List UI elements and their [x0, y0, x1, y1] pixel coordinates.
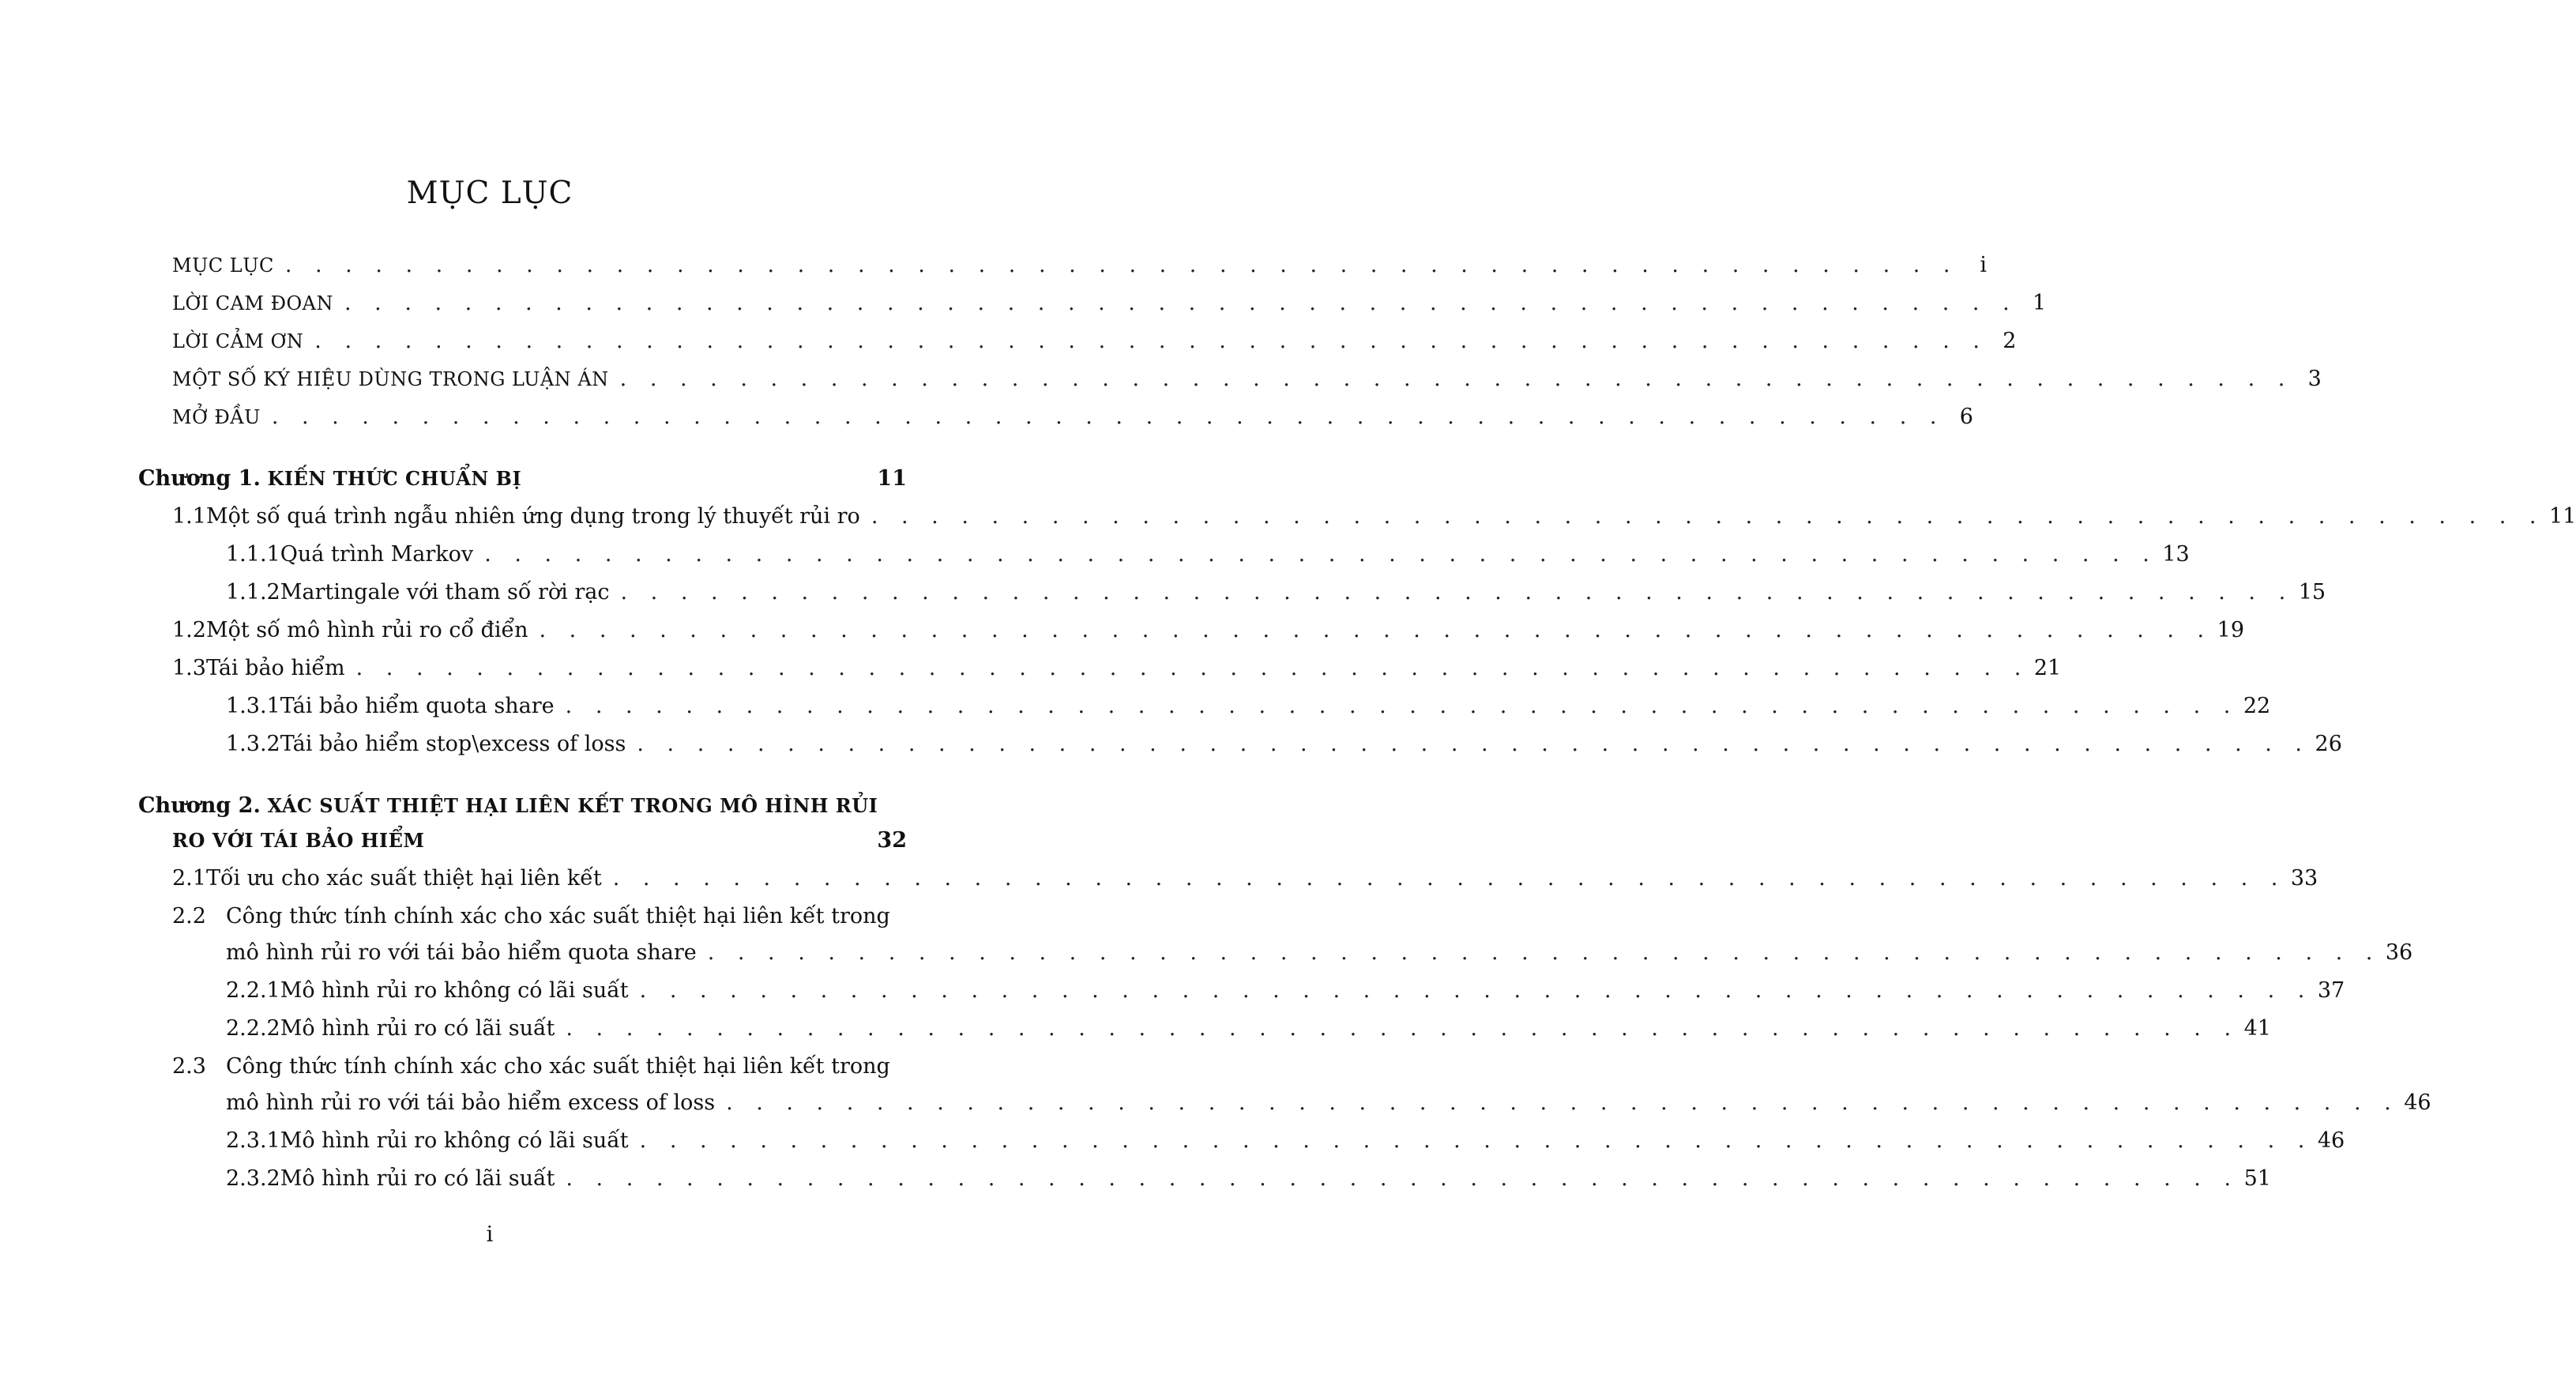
- toc-subsection-1-1-1[interactable]: [226, 542, 2190, 574]
- toc-entry-label: MỤC LỤC: [172, 254, 274, 277]
- section-number: 1.1: [172, 504, 206, 529]
- section-page: 26: [2315, 732, 2342, 756]
- toc-section-1-2[interactable]: [172, 618, 2245, 650]
- dot-leader: . . . . . . . . . . . . . . . . . . . . . . . . . . . . . . . . . . . . . . . . . . . . . . . . . . . . . . . .: [539, 618, 2213, 642]
- dot-leader: . . . . . . . . . . . . . . . . . . . . . . . . . . . . . . . . . . . . . . . . . . . . . . . . . . . . . . . .: [612, 866, 2286, 891]
- dot-leader: . . . . . . . . . . . . . . . . . . . . . . . . . . . . . . . . . . . . . . . . . . . . . . . . . . . . . . . .: [620, 580, 2294, 604]
- toc-entry-page: 6: [1959, 405, 1973, 429]
- toc-entry-ky-hieu[interactable]: [172, 367, 2322, 398]
- section-page: 15: [2298, 580, 2326, 604]
- section-title-cont: mô hình rủi ro với tái bảo hiểm quota share: [226, 940, 697, 965]
- section-title: Công thức tính chính xác cho xác suất thiệt hại liên kết trong: [226, 1054, 890, 1079]
- section-page: 22: [2243, 694, 2271, 718]
- section-title: Mô hình rủi ro không có lãi suất: [280, 1128, 629, 1153]
- chapter-page: 11: [877, 466, 907, 491]
- section-number: 1.3.2: [226, 732, 280, 756]
- toc-section-2-1[interactable]: [172, 866, 2318, 898]
- toc-section-2-2-line2[interactable]: [226, 940, 2413, 972]
- section-title: Tái bảo hiểm stop\excess of loss: [280, 732, 626, 756]
- chapter-page: 32: [877, 828, 907, 853]
- dot-leader: . . . . . . . . . . . . . . . . . . . . . . . . . . . . . . . . . . . . . . . . . . . . . . . . . . . . . . . .: [344, 291, 2018, 315]
- toc-subsection-1-1-2[interactable]: [226, 580, 2326, 612]
- chapter-title: XÁC SUẤT THIỆT HẠI LIÊN KẾT TRONG MÔ HÌNH RỦI: [267, 794, 878, 817]
- section-title: Tối ưu cho xác suất thiệt hại liên kết: [205, 866, 602, 891]
- toc-subsection-2-3-2[interactable]: [226, 1166, 2271, 1198]
- dot-leader: . . . . . . . . . . . . . . . . . . . . . . . . . . . . . . . . . . . . . . . . . . . . . . . . . . . . . . . .: [707, 940, 2381, 965]
- section-number: 1.2: [172, 618, 206, 642]
- chapter-title-cont: RO VỚI TÁI BẢO HIỂM: [172, 829, 425, 852]
- toc-subsection-1-3-2[interactable]: [226, 732, 2342, 763]
- section-number: 2.3: [172, 1054, 206, 1079]
- toc-entry-loi-cam-on[interactable]: [172, 329, 2017, 360]
- chapter-prefix: Chương 1.: [138, 466, 261, 491]
- dot-leader: . . . . . . . . . . . . . . . . . . . . . . . . . . . . . . . . . . . . . . . . . . . . . . . . . . . . . . . .: [726, 1090, 2400, 1115]
- page-footer-number: i: [486, 1222, 494, 1247]
- toc-entry-muc-luc[interactable]: [172, 253, 1987, 284]
- section-page: 41: [2243, 1016, 2271, 1041]
- toc-section-2-3-line1[interactable]: [172, 1054, 907, 1086]
- chapter-title: KIẾN THỨC CHUẨN BỊ: [267, 467, 522, 490]
- toc-entry-label: LỜI CẢM ƠN: [172, 330, 304, 352]
- section-title: Tái bảo hiểm: [205, 656, 345, 680]
- section-page: 21: [2033, 656, 2062, 680]
- toc-entry-page: i: [1980, 253, 1987, 277]
- section-title: Mô hình rủi ro có lãi suất: [280, 1016, 555, 1041]
- section-title: Mô hình rủi ro có lãi suất: [280, 1166, 555, 1191]
- dot-leader: . . . . . . . . . . . . . . . . . . . . . . . . . . . . . . . . . . . . . . . . . . . . . . . . . . . . . . . .: [271, 405, 1945, 429]
- toc-section-1-3[interactable]: [172, 656, 2062, 687]
- toc-entry-label: MỘT SỐ KÝ HIỆU DÙNG TRONG LUẬN ÁN: [172, 368, 609, 390]
- toc-entry-label: MỞ ĐẦU: [172, 406, 261, 428]
- dot-leader: . . . . . . . . . . . . . . . . . . . . . . . . . . . . . . . . . . . . . . . . . . . . . . . . . . . . . . . .: [619, 367, 2293, 391]
- dot-leader: . . . . . . . . . . . . . . . . . . . . . . . . . . . . . . . . . . . . . . . . . . . . . . . . . . . . . . . .: [565, 694, 2239, 718]
- section-title: Một số mô hình rủi ro cổ điển: [205, 618, 528, 642]
- toc-subsection-2-2-2[interactable]: [226, 1016, 2271, 1048]
- section-page: 46: [2317, 1128, 2345, 1153]
- page-title: MỤC LỤC: [406, 175, 573, 211]
- toc-chapter-2-line1[interactable]: [138, 793, 907, 825]
- toc-section-1-1[interactable]: [172, 504, 2576, 536]
- section-title-cont: mô hình rủi ro với tái bảo hiểm excess of loss: [226, 1090, 716, 1115]
- toc-entry-loi-cam-doan[interactable]: [172, 291, 2047, 322]
- section-title: Công thức tính chính xác cho xác suất thiệt hại liên kết trong: [226, 904, 890, 928]
- section-title: Tái bảo hiểm quota share: [280, 694, 555, 718]
- dot-leader: . . . . . . . . . . . . . . . . . . . . . . . . . . . . . . . . . . . . . . . . . . . . . . . . . . . . . . . .: [314, 329, 1988, 353]
- toc-subsection-1-3-1[interactable]: [226, 694, 2271, 725]
- chapter-heading: [138, 793, 878, 818]
- chapter-heading: [138, 466, 521, 491]
- section-title: Quá trình Markov: [280, 542, 474, 567]
- toc-entry-label: LỜI CAM ĐOAN: [172, 292, 333, 314]
- section-title: Martingale với tham số rời rạc: [280, 580, 610, 604]
- section-page: 51: [2243, 1166, 2271, 1191]
- section-number: 1.3: [172, 656, 206, 680]
- section-number: 2.2.2: [226, 1016, 280, 1041]
- section-number: 1.1.2: [226, 580, 280, 604]
- section-page: 46: [2404, 1090, 2431, 1115]
- toc-section-2-2-line1[interactable]: [172, 904, 907, 936]
- chapter-prefix: Chương 2.: [138, 793, 261, 818]
- dot-leader: . . . . . . . . . . . . . . . . . . . . . . . . . . . . . . . . . . . . . . . . . . . . . . . . . . . . . . . .: [639, 1128, 2313, 1153]
- section-page: 37: [2317, 978, 2345, 1003]
- dot-leader: . . . . . . . . . . . . . . . . . . . . . . . . . . . . . . . . . . . . . . . . . . . . . . . . . . . . . . . .: [637, 732, 2311, 756]
- dot-leader: . . . . . . . . . . . . . . . . . . . . . . . . . . . . . . . . . . . . . . . . . . . . . . . . . . . . . . . .: [566, 1166, 2239, 1191]
- toc-chapter-1[interactable]: [138, 466, 907, 498]
- section-title: Một số quá trình ngẫu nhiên ứng dụng trong lý thuyết rủi ro: [205, 504, 860, 529]
- section-page: 19: [2217, 618, 2245, 642]
- section-title: Mô hình rủi ro không có lãi suất: [280, 978, 629, 1003]
- section-page: 33: [2290, 866, 2318, 891]
- section-page: 11: [2549, 504, 2576, 529]
- section-number: 1.1.1: [226, 542, 280, 567]
- toc-subsection-2-2-1[interactable]: [226, 978, 2345, 1010]
- section-number: 2.3.1: [226, 1128, 280, 1153]
- section-number: 2.3.2: [226, 1166, 280, 1191]
- section-number: 1.3.1: [226, 694, 280, 718]
- dot-leader: . . . . . . . . . . . . . . . . . . . . . . . . . . . . . . . . . . . . . . . . . . . . . . . . . . . . . . . .: [639, 978, 2313, 1003]
- section-page: 13: [2162, 542, 2190, 567]
- section-number: 2.1: [172, 866, 206, 891]
- dot-leader: . . . . . . . . . . . . . . . . . . . . . . . . . . . . . . . . . . . . . . . . . . . . . . . . . . . . . . . .: [484, 542, 2158, 567]
- toc-entry-page: 2: [2003, 329, 2017, 353]
- dot-leader: . . . . . . . . . . . . . . . . . . . . . . . . . . . . . . . . . . . . . . . . . . . . . . . . . . . . . . . .: [871, 504, 2544, 529]
- toc-section-2-3-line2[interactable]: [226, 1090, 2431, 1122]
- toc-entry-page: 1: [2032, 291, 2047, 315]
- dot-leader: . . . . . . . . . . . . . . . . . . . . . . . . . . . . . . . . . . . . . . . . . . . . . . . . . . . . . . . .: [284, 253, 1958, 277]
- dot-leader: . . . . . . . . . . . . . . . . . . . . . . . . . . . . . . . . . . . . . . . . . . . . . . . . . . . . . . . .: [355, 656, 2029, 680]
- section-page: 36: [2385, 940, 2413, 965]
- toc-entry-mo-dau[interactable]: [172, 405, 1973, 436]
- section-number: 2.2.1: [226, 978, 280, 1003]
- toc-entry-page: 3: [2307, 367, 2322, 391]
- toc-chapter-2-line2[interactable]: [172, 828, 907, 860]
- dot-leader: . . . . . . . . . . . . . . . . . . . . . . . . . . . . . . . . . . . . . . . . . . . . . . . . . . . . . . . .: [566, 1016, 2239, 1041]
- toc-subsection-2-3-1[interactable]: [226, 1128, 2345, 1160]
- section-number: 2.2: [172, 904, 206, 928]
